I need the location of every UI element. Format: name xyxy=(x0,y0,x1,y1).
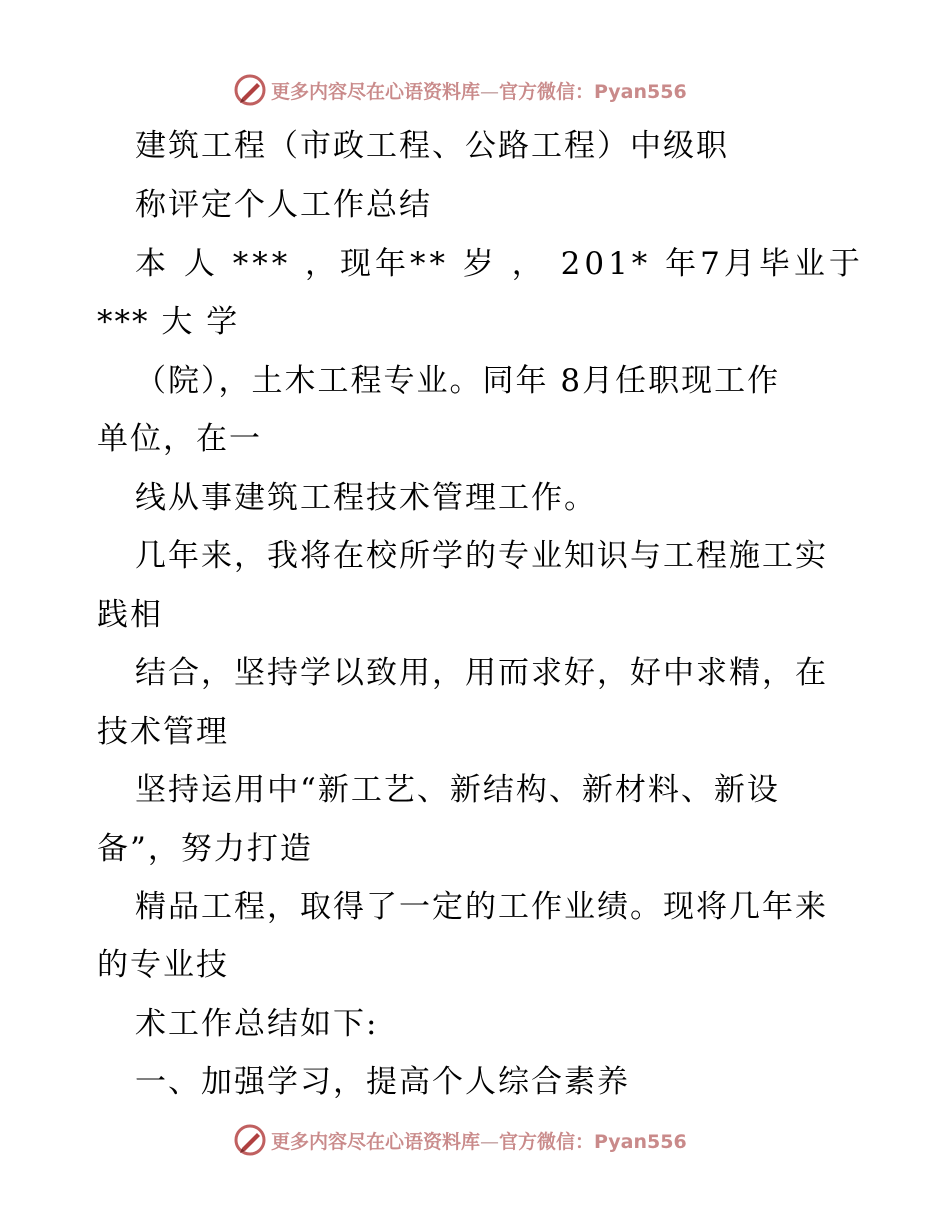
paragraph-line: 践相 xyxy=(97,597,163,633)
paragraph-line: 精品工程，取得了一定的工作业绩。现将几年来 xyxy=(135,889,828,925)
paragraph-line: 结合，坚持学以致用，用而求好，好中求精，在 xyxy=(135,655,828,691)
paragraph-line: 坚持运用中“新工艺、新结构、新材料、新设 xyxy=(135,772,780,808)
pen-logo-icon xyxy=(233,73,267,107)
title-line-2: 称评定个人工作总结 xyxy=(135,187,432,223)
paragraph-line: 单位，在一 xyxy=(97,421,262,457)
watermark-text: 更多内容尽在心语资料库—官方微信：Pyan556 xyxy=(271,80,687,103)
paragraph-line: 本 人 *** ，现年** 岁 ， 201* 年7月毕业于 xyxy=(135,246,864,282)
paragraph-line: 术工作总结如下: xyxy=(135,1006,379,1042)
watermark-text: 更多内容尽在心语资料库—官方微信：Pyan556 xyxy=(271,1130,687,1153)
paragraph-line: 的专业技 xyxy=(97,947,229,983)
header-watermark xyxy=(233,70,687,110)
paragraph-line: （院），土木工程专业。同年 8月任职现工作 xyxy=(135,363,781,399)
footer-watermark xyxy=(233,1120,687,1160)
paragraph-line: 线从事建筑工程技术管理工作。 xyxy=(135,480,597,516)
paragraph-line: 几年来，我将在校所学的专业知识与工程施工实 xyxy=(135,538,828,574)
paragraph-line: 技术管理 xyxy=(97,714,229,750)
paragraph-line: 备”，努力打造 xyxy=(97,831,313,867)
title-line-1: 建筑工程（市政工程、公路工程）中级职 xyxy=(135,128,729,164)
section-heading: 一、加强学习，提高个人综合素养 xyxy=(135,1064,630,1100)
pen-logo-icon xyxy=(233,1123,267,1157)
paragraph-line: *** 大 学 xyxy=(97,304,240,340)
